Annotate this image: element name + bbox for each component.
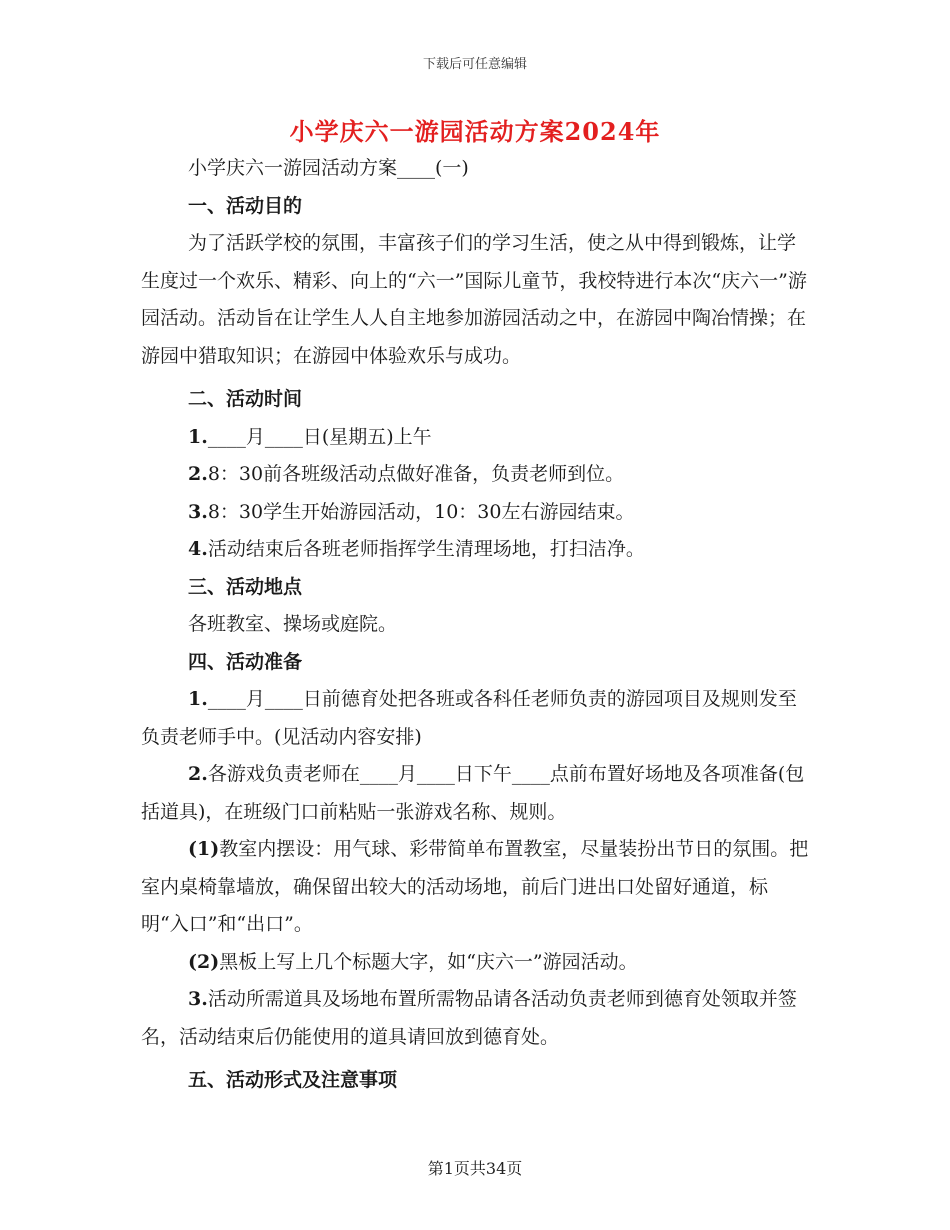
item-text: 活动所需道具及场地布置所需物品请各活动负责老师到德育处领取并签名，活动结束后仍能使用的道具请回放到德育处。 — [141, 988, 797, 1048]
section-heading-format: 五、活动形式及注意事项 — [188, 1069, 398, 1091]
prep-item-2 — [141, 756, 811, 831]
document-title: 小学庆六一游园活动方案2024年 — [289, 117, 661, 146]
time-item-3 — [141, 494, 811, 532]
item-number: 2. — [188, 763, 208, 785]
item-text: 活动结束后各班老师指挥学生清理场地，打扫洁净。 — [207, 538, 645, 560]
item-number: 3. — [188, 988, 208, 1010]
time-item-2 — [141, 456, 811, 494]
item-text: 黑板上写上几个标题大字，如“庆六一”游园活动。 — [219, 950, 638, 973]
item-number: 2. — [188, 463, 208, 485]
item-text: 教室内摆设：用气球、彩带简单布置教室，尽量装扮出节日的氛围。把室内桌椅靠墙放，确保留出较大的活动场地，前后门进出口处留好通道，标明“入口”和“出口”。 — [141, 838, 809, 935]
header-note: 下载后可任意编辑 — [422, 57, 527, 72]
time-item-4 — [141, 531, 811, 569]
section-heading-purpose: 一、活动目的 — [188, 194, 303, 217]
item-number: 3. — [188, 500, 208, 523]
section-heading-time: 二、活动时间 — [188, 388, 303, 410]
section-heading-location: 三、活动地点 — [188, 575, 303, 598]
location-paragraph: 各班教室、操场或庭院。 — [188, 613, 398, 635]
item-number: 4. — [188, 538, 208, 560]
item-text: 8：30学生开始游园活动，10：30左右游园结束。 — [207, 500, 635, 523]
page-number: 第1页共34页 — [427, 1159, 523, 1178]
item-text: ____月____日(星期五)上午 — [207, 425, 432, 448]
prep-subitem-1 — [141, 831, 811, 944]
purpose-paragraph: 为了活跃学校的氛围，丰富孩子们的学习生活，使之从中得到锻炼，让学生度过一个欢乐、精彩、向上的“六一”国际儿童节，我校特进行本次“庆六一”游园活动。活动旨在让学生人人自主地参加游园活动之中，在游园中陶冶情操；在游园中猎取知识；在游园中体验欢乐与成功。 — [141, 232, 807, 367]
time-item-1 — [141, 419, 811, 457]
subtitle: 小学庆六一游园活动方案____(一) — [188, 157, 469, 179]
item-number: 1. — [188, 688, 208, 710]
section-heading-preparation: 四、活动准备 — [188, 650, 303, 673]
item-text: ____月____日前德育处把各班或各科任老师负责的游园项目及规则发至负责老师手中。(见活动内容安排) — [141, 688, 797, 748]
prep-item-1 — [141, 681, 811, 756]
item-text: 各游戏负责老师在____月____日下午____点前布置好场地及各项准备(包括道具)，在班级门口前粘贴一张游戏名称、规则。 — [141, 763, 805, 823]
prep-item-3 — [141, 981, 811, 1056]
item-number: (1) — [188, 838, 220, 860]
item-number: 1. — [188, 425, 208, 448]
item-number: (2) — [188, 950, 220, 973]
item-text: 8：30前各班级活动点做好准备，负责老师到位。 — [207, 463, 625, 485]
document-body — [141, 150, 811, 1100]
prep-subitem-2 — [141, 944, 811, 982]
